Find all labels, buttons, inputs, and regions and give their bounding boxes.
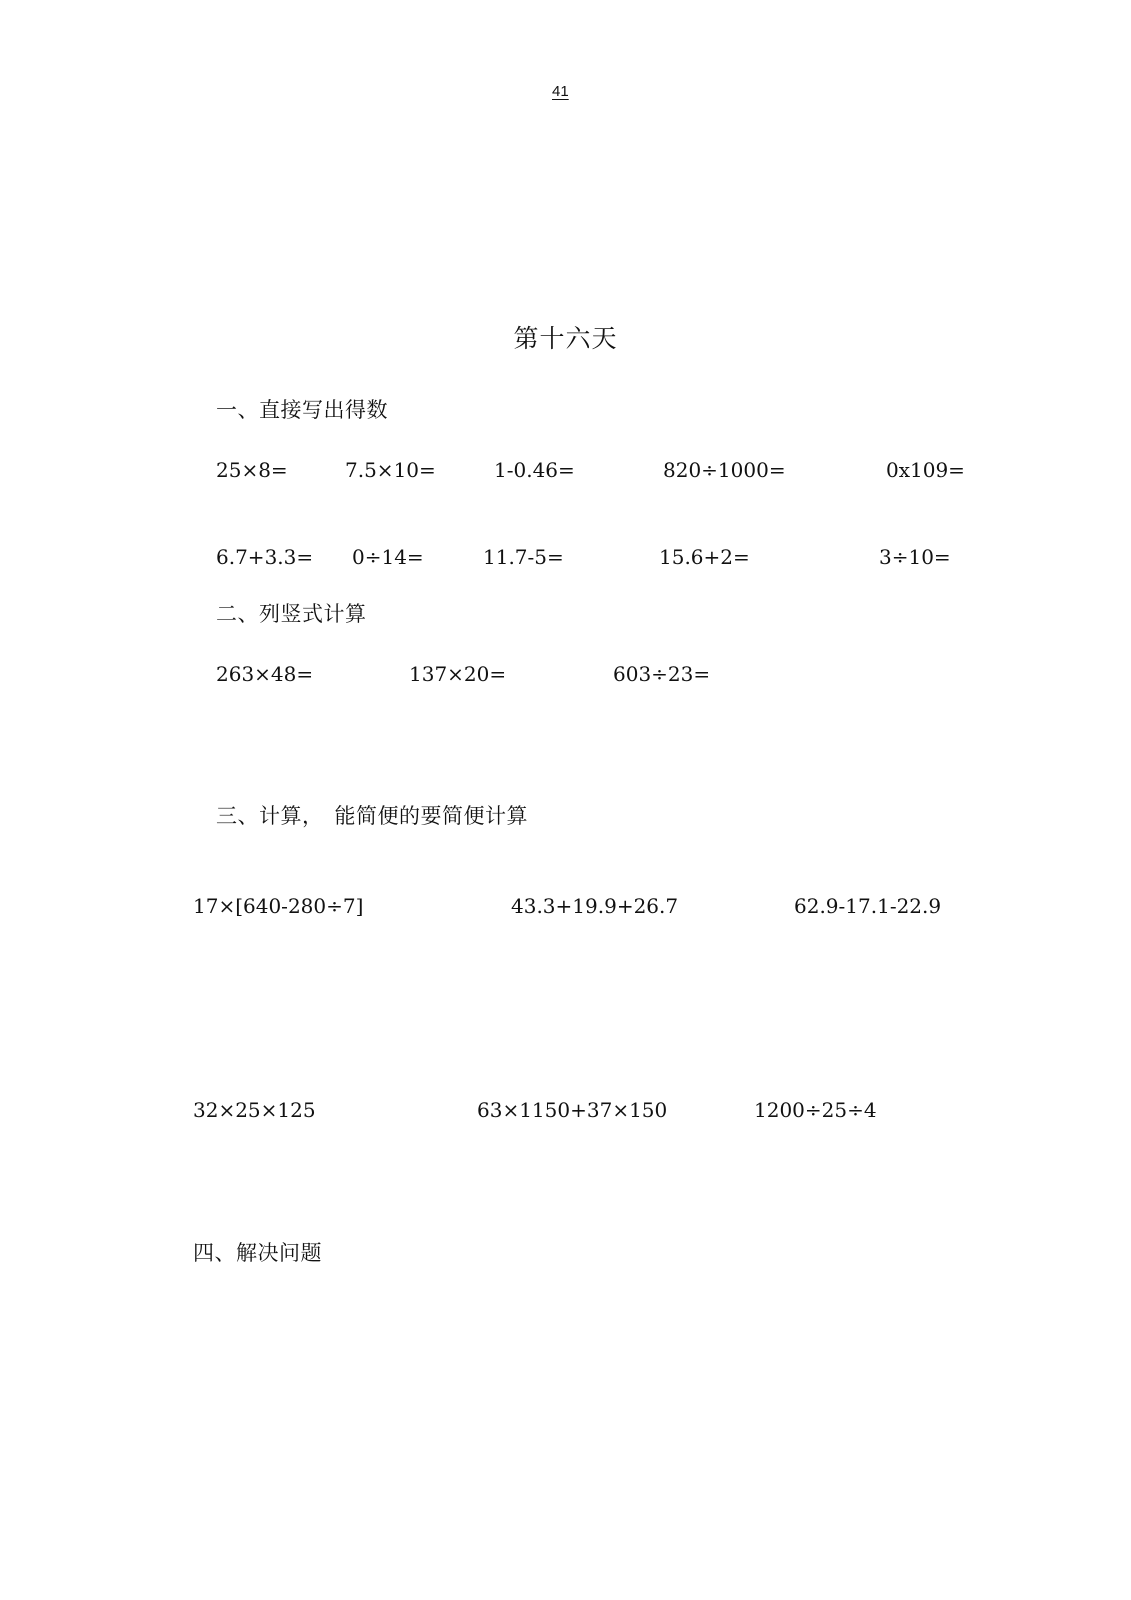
s2-item-3: 603÷23= (613, 662, 711, 686)
s1-r1-item-3: 1-0.46= (494, 458, 575, 482)
s3-r1-item-1: 17×[640-280÷7] (193, 894, 364, 918)
s3-r2-item-3: 1200÷25÷4 (754, 1098, 877, 1122)
s1-r2-item-3: 11.7-5= (483, 545, 564, 569)
s1-r1-item-5: 0x109= (886, 458, 965, 482)
s3-r1-item-3: 62.9-17.1-22.9 (794, 894, 942, 918)
s2-item-2: 137×20= (409, 662, 507, 686)
page-number: 41 (552, 83, 569, 100)
section-1-heading: 一、直接写出得数 (216, 398, 388, 422)
s1-r1-item-1: 25×8= (216, 458, 288, 482)
s3-r2-item-1: 32×25×125 (193, 1098, 316, 1122)
s1-r1-item-2: 7.5×10= (345, 458, 436, 482)
s3-r2-item-2: 63×1150+37×150 (477, 1098, 668, 1122)
s1-r2-item-5: 3÷10= (879, 545, 951, 569)
section-3-heading: 三、计算， 能简便的要简便计算 (216, 804, 528, 828)
page-title: 第十六天 (513, 324, 618, 353)
section-2-heading: 二、列竖式计算 (216, 602, 367, 626)
s3-r1-item-2: 43.3+19.9+26.7 (511, 894, 679, 918)
s2-item-1: 263×48= (216, 662, 314, 686)
s1-r2-item-1: 6.7+3.3= (216, 545, 314, 569)
section-4-heading: 四、解决问题 (193, 1241, 322, 1265)
s1-r2-item-2: 0÷14= (352, 545, 424, 569)
s1-r1-item-4: 820÷1000= (663, 458, 786, 482)
s1-r2-item-4: 15.6+2= (659, 545, 750, 569)
